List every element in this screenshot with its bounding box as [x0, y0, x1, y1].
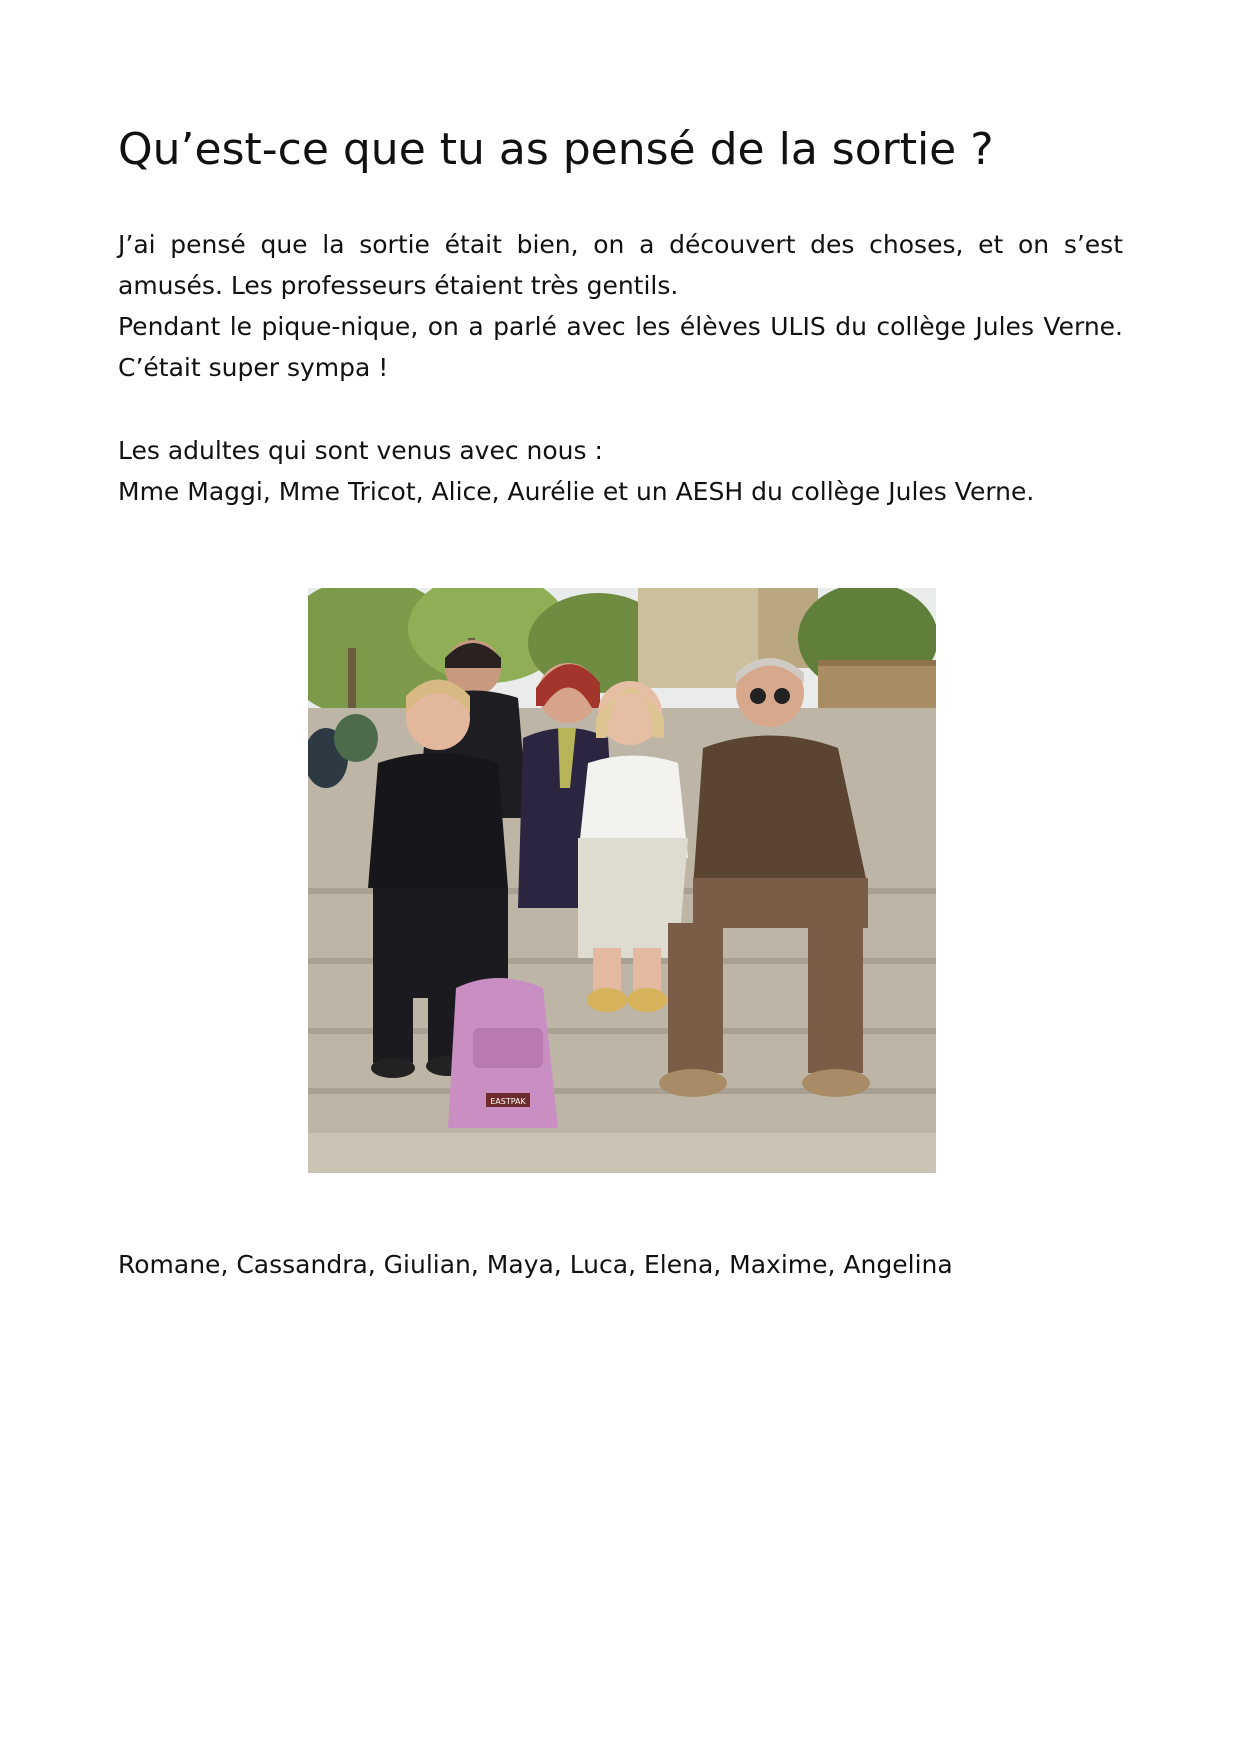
backpack-brand-label: EASTPAK [490, 1097, 526, 1106]
group-photo [308, 588, 936, 1173]
page-title: Qu’est-ce que tu as pensé de la sortie ? [118, 124, 994, 175]
adults-list: Mme Maggi, Mme Tricot, Alice, Aurélie et un AESH du collège Jules Verne. [118, 477, 1035, 506]
opinion-paragraph [118, 224, 1123, 388]
adults-paragraph [118, 430, 1123, 512]
opinion-sentence-2: Pendant le pique-nique, on a parlé avec les élèves ULIS du collège Jules Verne. C’était super sympa ! [118, 312, 1123, 382]
opinion-sentence-1: J’ai pensé que la sortie était bien, on a découvert des choses, et on s’est amusés. Les professeurs étaient très gentils. [118, 230, 1123, 300]
group-photo-illustration [308, 588, 936, 1173]
author-names: Romane, Cassandra, Giulian, Maya, Luca, Elena, Maxime, Angelina [118, 1250, 953, 1279]
adults-intro: Les adultes qui sont venus avec nous : [118, 436, 603, 465]
